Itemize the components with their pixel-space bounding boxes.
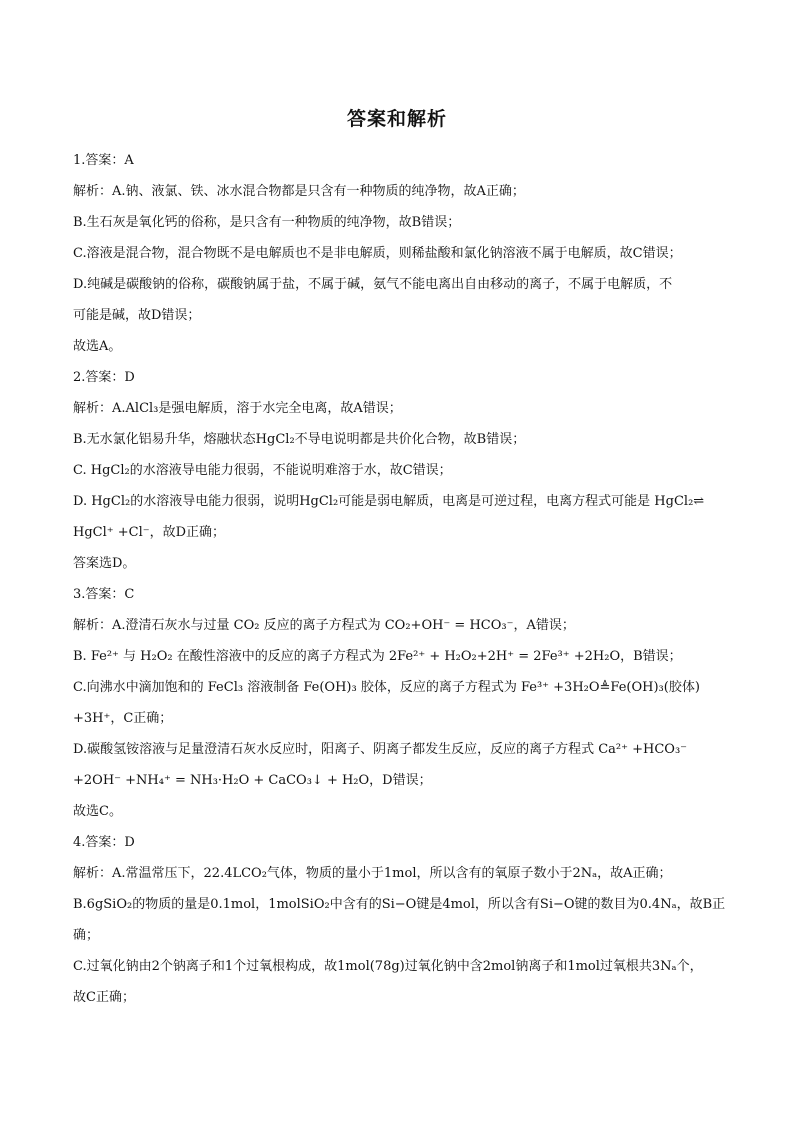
answer-2-line: B.无水氯化铝易升华，熔融状态HgCl₂不导电说明都是共价化合物，故B错误； bbox=[73, 432, 526, 447]
answer-2-line: 答案选D。 bbox=[73, 556, 136, 571]
answers-content bbox=[73, 145, 733, 1013]
answer-2-line: HgCl⁺ +Cl⁻，故D正确； bbox=[73, 525, 226, 540]
answer-1-line: 可能是碱，故D错误； bbox=[73, 308, 201, 323]
answer-1-line: C.溶液是混合物，混合物既不是电解质也不是非电解质，则稀盐酸和氯化钠溶液不属于电解质，故C错误； bbox=[73, 246, 682, 261]
answer-4-line: 解析：A.常温常压下，22.4LCO₂气体，物质的量小于1mol，所以含有的氧原子数小于2Nₐ，故A正确； bbox=[73, 866, 672, 881]
answer-3-line: 解析：A.澄清石灰水与过量 CO₂ 反应的离子方程式为 CO₂+OH⁻ = HCO₃⁻，A错误； bbox=[73, 618, 575, 633]
answer-2-line: D. HgCl₂的水溶液导电能力很弱，说明HgCl₂可能是弱电解质，电离是可逆过程，电离方程式可能是 HgCl₂⇌ bbox=[73, 494, 705, 509]
answer-4-header: 4.答案：D bbox=[73, 835, 135, 850]
page-title: 答案和解析 bbox=[346, 108, 447, 130]
answer-2-line: C. HgCl₂的水溶液导电能力很弱，不能说明难溶于水，故C错误； bbox=[73, 463, 452, 478]
answer-4-line: 确； bbox=[73, 928, 100, 943]
answer-3-line: D.碳酸氢铵溶液与足量澄清石灰水反应时，阳离子、阴离子都发生反应，反应的离子方程式 Ca²⁺ +HCO₃⁻ bbox=[73, 742, 688, 757]
answer-2-line: 解析：A.AlCl₃是强电解质，溶于水完全电离，故A错误； bbox=[73, 401, 402, 416]
answer-3-line: C.向沸水中滴加饱和的 FeCl₃ 溶液制备 Fe(OH)₃ 胶体，反应的离子方程式为 Fe³⁺ +3H₂O≜Fe(OH)₃(胶体) bbox=[73, 680, 700, 695]
answer-3-line: +3H⁺，C正确； bbox=[73, 711, 173, 726]
answer-1-line: B.生石灰是氧化钙的俗称，是只含有一种物质的纯净物，故B错误； bbox=[73, 215, 461, 230]
answer-1-line: 解析：A.钠、液氯、铁、冰水混合物都是只含有一种物质的纯净物，故A正确； bbox=[73, 184, 525, 199]
answer-4-line: 故C正确； bbox=[73, 990, 135, 1005]
answer-2-header: 2.答案：D bbox=[73, 370, 135, 385]
answer-4-line: C.过氧化钠由2个钠离子和1个过氧根构成，故1mol(78g)过氧化钠中含2mol钠离子和1mol过氧根共3Nₐ个， bbox=[73, 959, 703, 974]
answer-1-line: D.纯碱是碳酸钠的俗称，碳酸钠属于盐，不属于碱，氨气不能电离出自由移动的离子，不属于电解质，不 bbox=[73, 277, 673, 292]
answer-4-line: B.6gSiO₂的物质的量是0.1mol，1molSiO₂中含有的Si−O键是4mol，所以含有Si−O键的数目为0.4Nₐ，故B正 bbox=[73, 897, 726, 912]
answer-3-line: 故选C。 bbox=[73, 804, 122, 819]
answer-1-line: 故选A。 bbox=[73, 339, 122, 354]
answer-3-header: 3.答案：C bbox=[73, 587, 135, 602]
answer-3-line: B. Fe²⁺ 与 H₂O₂ 在酸性溶液中的反应的离子方程式为 2Fe²⁺ + H₂O₂+2H⁺ = 2Fe³⁺ +2H₂O，B错误； bbox=[73, 649, 682, 664]
answer-1-header: 1.答案：A bbox=[73, 153, 134, 168]
answer-3-line: +2OH⁻ +NH₄⁺ = NH₃·H₂O + CaCO₃↓ + H₂O，D错误； bbox=[73, 773, 432, 788]
